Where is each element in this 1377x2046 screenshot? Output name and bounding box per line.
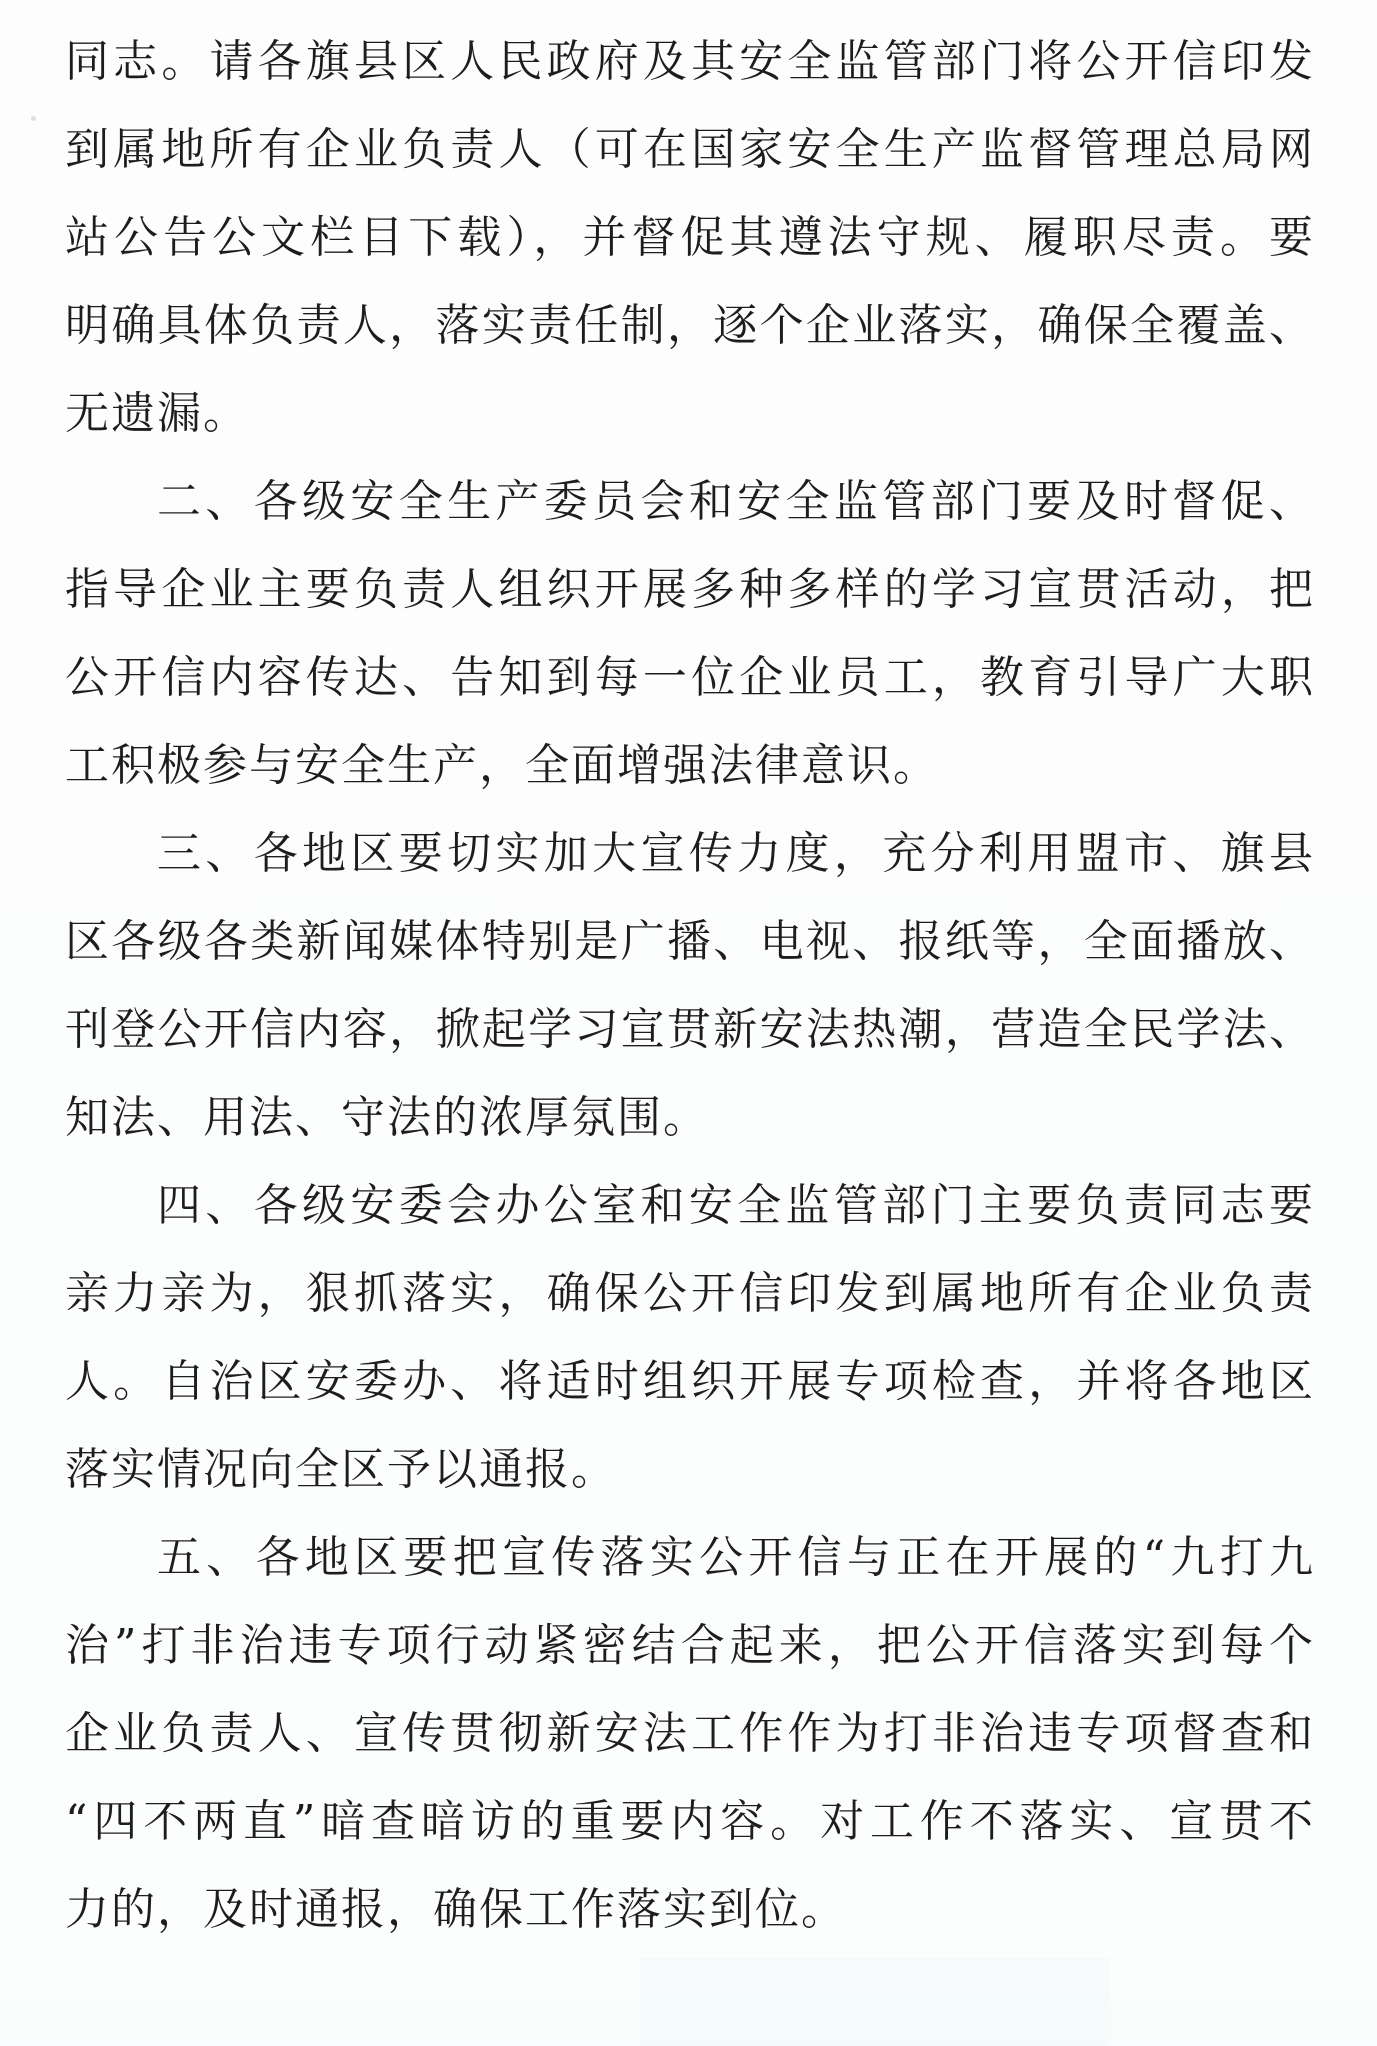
document-line: 工积极参与安全生产，全面增强法律意识。 (65, 740, 939, 791)
scan-speck (31, 116, 36, 121)
document-line: 企业负责人、宣传贯彻新安法工作作为打非治违专项督查和 (65, 1708, 1315, 1759)
document-line: 同志。请各旗县区人民政府及其安全监管部门将公开信印发 (65, 36, 1315, 87)
document-line: 力的，及时通报，确保工作落实到位。 (65, 1884, 847, 1935)
document-line-section-4: 四、各级安委会办公室和安全监管部门主要负责同志要 (157, 1180, 1315, 1231)
document-line: 站公告公文栏目下载），并督促其遵法守规、履职尽责。要 (65, 212, 1315, 263)
document-line: 明确具体负责人，落实责任制，逐个企业落实，确保全覆盖、 (65, 300, 1315, 351)
document-line: 知法、用法、守法的浓厚氛围。 (65, 1092, 709, 1143)
document-line: 区各级各类新闻媒体特别是广播、电视、报纸等，全面播放、 (65, 916, 1315, 967)
document-line: 无遗漏。 (65, 388, 249, 439)
document-line: 刊登公开信内容，掀起学习宣贯新安法热潮，营造全民学法、 (65, 1004, 1315, 1055)
document-line: 治”打非治违专项行动紧密结合起来，把公开信落实到每个 (65, 1620, 1315, 1671)
document-line: 到属地所有企业负责人（可在国家安全生产监督管理总局网 (65, 124, 1315, 175)
document-line-section-5: 五、各地区要把宣传落实公开信与正在开展的“九打九 (157, 1532, 1315, 1583)
document-line: 亲力亲为，狠抓落实，确保公开信印发到属地所有企业负责 (65, 1268, 1315, 1319)
document-line: 指导企业主要负责人组织开展多种多样的学习宣贯活动，把 (65, 564, 1315, 615)
document-line: 人。自治区安委办、将适时组织开展专项检查，并将各地区 (65, 1356, 1315, 1407)
document-line-section-3: 三、各地区要切实加大宣传力度，充分利用盟市、旗县 (157, 828, 1315, 879)
scan-artifact (640, 1958, 1110, 2046)
document-line-section-2: 二、各级安全生产委员会和安全监管部门要及时督促、 (157, 476, 1315, 527)
document-body-text (65, 18, 1315, 1954)
document-line: 公开信内容传达、告知到每一位企业员工，教育引导广大职 (65, 652, 1315, 703)
document-line: 落实情况向全区予以通报。 (65, 1444, 617, 1495)
document-line: “四不两直”暗查暗访的重要内容。对工作不落实、宣贯不 (65, 1796, 1315, 1847)
